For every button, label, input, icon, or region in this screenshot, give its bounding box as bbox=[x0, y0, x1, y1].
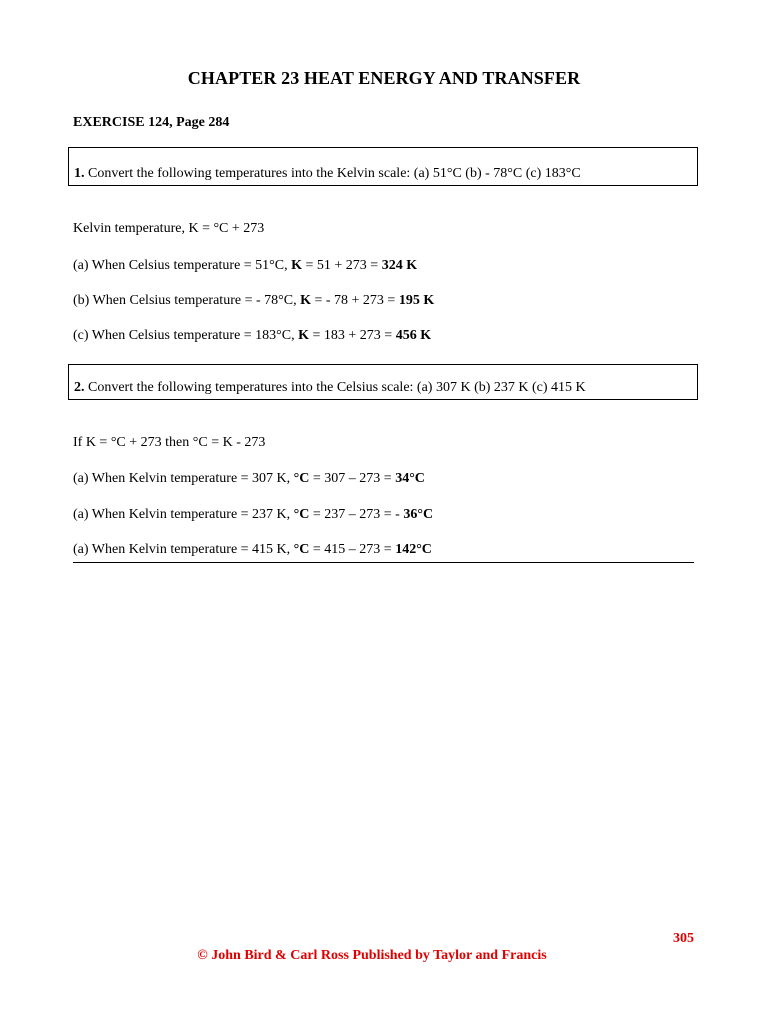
q2-result-b: 36°C bbox=[403, 507, 434, 522]
copyright-footer: © John Bird & Carl Ross Published by Taylor and Francis bbox=[197, 948, 547, 963]
question-2-text bbox=[74, 380, 586, 396]
q1-result-b: 195 K bbox=[398, 293, 435, 308]
q1-intro: Kelvin temperature, K = °C + 273 bbox=[73, 221, 265, 236]
page-number: 305 bbox=[673, 931, 694, 946]
q1-answer-c: (c) When Celsius temperature = 183°C, K = 183 + 273 = 456 K bbox=[73, 328, 432, 343]
question-2-box bbox=[68, 364, 698, 400]
q1-answer-a: (a) When Celsius temperature = 51°C, K = 51 + 273 = 324 K bbox=[73, 258, 418, 273]
q2-intro: If K = °C + 273 then °C = K - 273 bbox=[73, 435, 266, 450]
section-divider bbox=[73, 562, 694, 563]
q2-answer-c: (a) When Kelvin temperature = 415 K, °C = 415 – 273 = 142°C bbox=[73, 542, 432, 557]
q2-answer-a: (a) When Kelvin temperature = 307 K, °C = 307 – 273 = 34°C bbox=[73, 471, 425, 486]
q2-answer-b: (a) When Kelvin temperature = 237 K, °C = 237 – 273 = - 36°C bbox=[73, 507, 434, 522]
q1-result-a: 324 K bbox=[381, 258, 418, 273]
question-1-box bbox=[68, 147, 698, 186]
question-2-prompt: Convert the following temperatures into the Celsius scale: (a) 307 K (b) 237 K (c) 415 K bbox=[84, 380, 586, 395]
q2-result-c: 142°C bbox=[395, 542, 432, 557]
q1-answer-b: (b) When Celsius temperature = - 78°C, K = - 78 + 273 = 195 K bbox=[73, 293, 435, 308]
question-1-number: 1. bbox=[74, 166, 85, 181]
chapter-title: CHAPTER 23 HEAT ENERGY AND TRANSFER bbox=[187, 68, 581, 88]
exercise-heading: EXERCISE 124, Page 284 bbox=[73, 115, 230, 130]
question-2-number: 2. bbox=[74, 380, 85, 395]
q1-result-c: 456 K bbox=[395, 328, 432, 343]
q2-result-a: 34°C bbox=[395, 471, 425, 486]
question-1-prompt: Convert the following temperatures into the Kelvin scale: (a) 51°C (b) - 78°C (c) 183°C bbox=[84, 166, 581, 181]
question-1-text bbox=[74, 166, 581, 182]
